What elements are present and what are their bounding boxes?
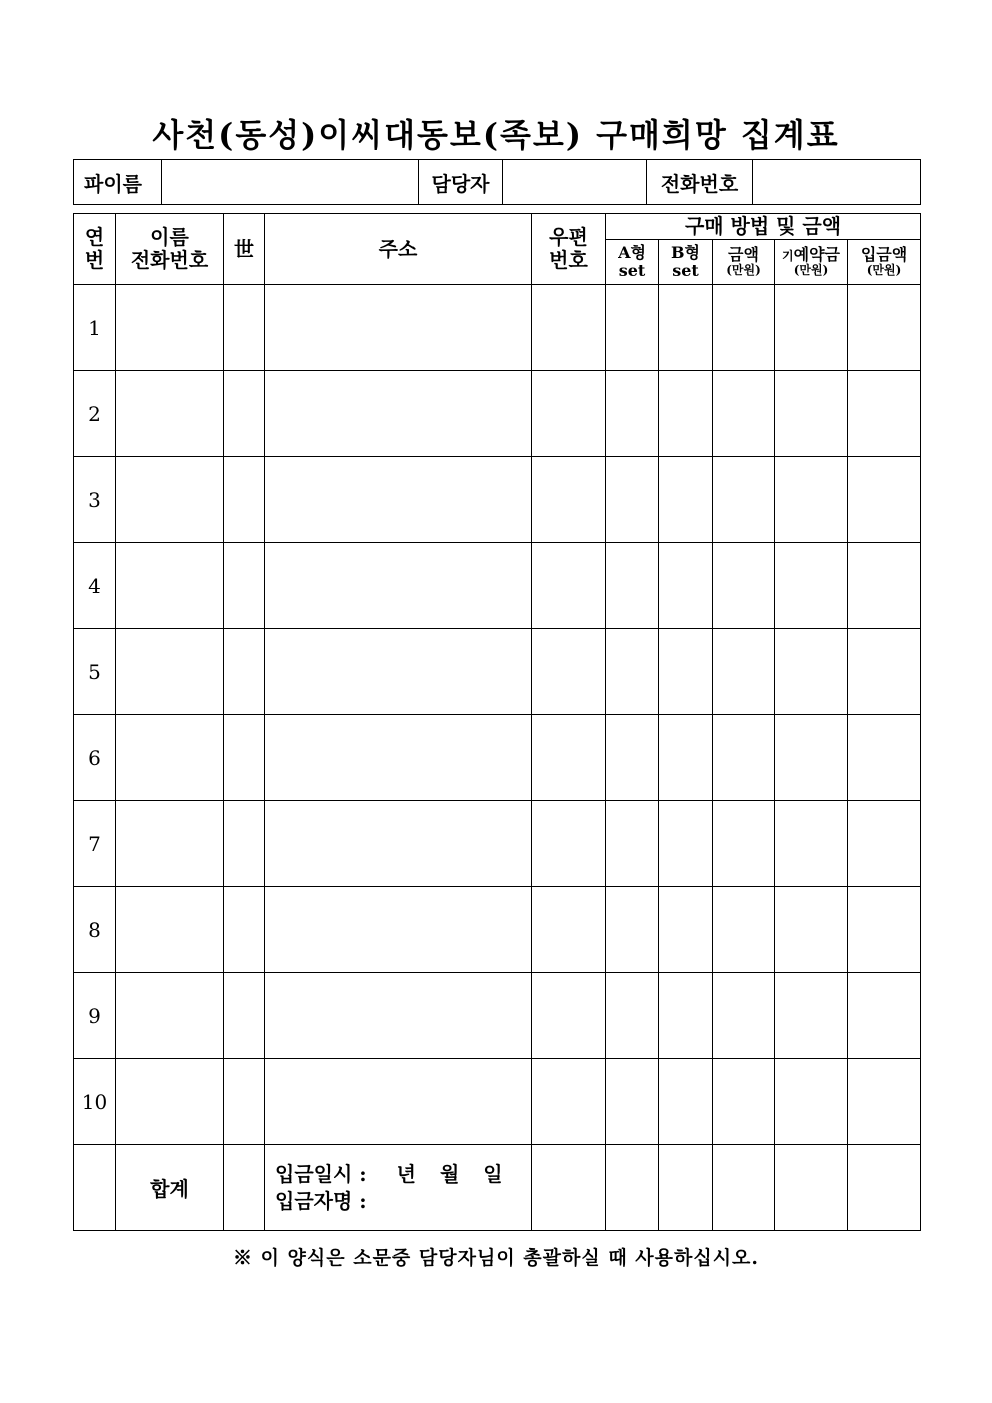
header-info-table [73,159,921,205]
amount-cell[interactable] [713,887,775,973]
amount-cell[interactable] [713,457,775,543]
col-header-type-a [606,240,659,285]
amount-cell[interactable] [713,629,775,715]
summary-type-b-cell[interactable] [659,1145,713,1231]
col-header-deposit-label: 예약금 [793,244,840,264]
manager-field[interactable] [503,160,647,205]
summary-deposit-info [265,1145,532,1231]
address-cell[interactable] [265,629,532,715]
col-header-postal-line2: 번호 [549,248,588,272]
col-header-no-line2: 번 [84,248,105,272]
col-header-type-b [659,240,713,285]
generation-cell[interactable] [224,801,265,887]
paid-cell[interactable] [848,371,921,457]
type-b-cell[interactable] [659,715,713,801]
table-row [74,973,921,1059]
type-a-cell[interactable] [606,371,659,457]
col-header-purchase-group: 구매 방법 및 금액 [606,214,921,240]
table-row [74,715,921,801]
col-header-name-line1: 이름 [150,225,189,249]
manager-label: 담당자 [419,160,503,205]
summary-generation-cell [224,1145,265,1231]
type-b-cell[interactable] [659,973,713,1059]
type-b-cell[interactable] [659,801,713,887]
col-header-no-line1: 연 [84,225,105,249]
generation-cell[interactable] [224,1059,265,1145]
address-cell[interactable] [265,457,532,543]
row-number: 9 [74,973,116,1059]
col-header-amount [713,240,775,285]
type-b-cell[interactable] [659,457,713,543]
deposit-year-label: 년 [396,1161,416,1186]
row-number: 5 [74,629,116,715]
summary-paid-cell[interactable] [848,1145,921,1231]
address-cell[interactable] [265,285,532,371]
name-phone-cell[interactable] [116,543,224,629]
summary-label: 합계 [116,1145,224,1231]
col-header-address: 주소 [265,214,532,285]
deposit-cell[interactable] [775,457,848,543]
row-number: 4 [74,543,116,629]
type-a-cell[interactable] [606,715,659,801]
address-cell[interactable] [265,371,532,457]
deposit-cell[interactable] [775,1059,848,1145]
col-header-type-a-line1: A형 [618,242,646,262]
row-number: 2 [74,371,116,457]
amount-cell[interactable] [713,285,775,371]
row-number: 6 [74,715,116,801]
col-header-deposit-unit: (만원) [793,263,829,278]
type-a-cell[interactable] [606,801,659,887]
amount-cell[interactable] [713,543,775,629]
paid-cell[interactable] [848,887,921,973]
col-header-no [74,214,116,285]
col-header-type-b-line2: set [672,261,699,280]
deposit-cell[interactable] [775,715,848,801]
amount-cell[interactable] [713,371,775,457]
row-number: 3 [74,457,116,543]
address-cell[interactable] [265,715,532,801]
type-a-cell[interactable] [606,285,659,371]
paid-cell[interactable] [848,543,921,629]
table-row [74,543,921,629]
postal-cell[interactable] [532,543,606,629]
col-header-name-line2: 전화번호 [130,248,209,272]
row-number: 7 [74,801,116,887]
table-row [74,887,921,973]
deposit-cell[interactable] [775,371,848,457]
table-row [74,285,921,371]
amount-cell[interactable] [713,715,775,801]
type-a-cell[interactable] [606,457,659,543]
col-header-amount-unit: (만원) [726,263,761,278]
deposit-cell[interactable] [775,543,848,629]
generation-cell[interactable] [224,715,265,801]
clan-name-label: 파이름 [74,160,162,205]
row-number: 8 [74,887,116,973]
generation-cell[interactable] [224,285,265,371]
col-header-postal-line1: 우편 [549,225,588,249]
type-a-cell[interactable] [606,629,659,715]
type-b-cell[interactable] [659,285,713,371]
depositor-name-label: 입금자명 : [275,1188,367,1213]
table-row [74,801,921,887]
generation-cell[interactable] [224,457,265,543]
col-header-deposit [775,240,848,285]
deposit-cell[interactable] [775,285,848,371]
table-row [74,1059,921,1145]
paid-cell[interactable] [848,973,921,1059]
deposit-cell[interactable] [775,801,848,887]
type-b-cell[interactable] [659,543,713,629]
address-cell[interactable] [265,543,532,629]
name-phone-cell[interactable] [116,973,224,1059]
phone-label: 전화번호 [647,160,753,205]
type-b-cell[interactable] [659,887,713,973]
paid-cell[interactable] [848,629,921,715]
generation-cell[interactable] [224,371,265,457]
postal-cell[interactable] [532,1059,606,1145]
summary-postal-cell [532,1145,606,1231]
postal-cell[interactable] [532,629,606,715]
generation-cell[interactable] [224,887,265,973]
name-phone-cell[interactable] [116,715,224,801]
col-header-paid-label: 입금액 [860,244,908,264]
paid-cell[interactable] [848,715,921,801]
deposit-day-label: 일 [483,1161,503,1186]
type-a-cell[interactable] [606,543,659,629]
address-cell[interactable] [265,801,532,887]
name-phone-cell[interactable] [116,285,224,371]
name-phone-cell[interactable] [116,371,224,457]
col-header-type-b-line1: B형 [671,242,700,262]
address-cell[interactable] [265,887,532,973]
amount-cell[interactable] [713,1059,775,1145]
summary-no-cell [74,1145,116,1231]
name-phone-cell[interactable] [116,887,224,973]
name-phone-cell[interactable] [116,457,224,543]
address-cell[interactable] [265,973,532,1059]
col-header-paid [848,240,921,285]
form-title: 사천(동성)이씨대동보(족보) 구매희망 집계표 [152,116,840,154]
usage-note: ※ 이 양식은 소문중 담당자님이 총괄하실 때 사용하십시오. [232,1247,760,1269]
name-phone-cell[interactable] [116,1059,224,1145]
row-number: 1 [74,285,116,371]
summary-type-a-cell[interactable] [606,1145,659,1231]
type-a-cell[interactable] [606,973,659,1059]
col-header-name [116,214,224,285]
postal-cell[interactable] [532,973,606,1059]
deposit-month-label: 월 [439,1161,460,1186]
summary-row [74,1145,921,1231]
type-a-cell[interactable] [606,887,659,973]
summary-deposit-cell[interactable] [775,1145,848,1231]
type-b-cell[interactable] [659,629,713,715]
col-header-paid-unit: (만원) [866,263,902,278]
col-header-postal [532,214,606,285]
postal-cell[interactable] [532,887,606,973]
col-header-deposit-prefix: 기 [782,248,794,263]
table-row [74,629,921,715]
deposit-cell[interactable] [775,887,848,973]
col-header-amount-label: 금액 [728,244,759,264]
generation-cell[interactable] [224,973,265,1059]
table-row [74,371,921,457]
amount-cell[interactable] [713,801,775,887]
clan-name-field[interactable] [162,160,419,205]
postal-cell[interactable] [532,801,606,887]
row-number: 10 [74,1059,116,1145]
postal-cell[interactable] [532,285,606,371]
type-a-cell[interactable] [606,1059,659,1145]
paid-cell[interactable] [848,801,921,887]
postal-cell[interactable] [532,371,606,457]
postal-cell[interactable] [532,715,606,801]
amount-cell[interactable] [713,973,775,1059]
name-phone-cell[interactable] [116,801,224,887]
generation-cell[interactable] [224,543,265,629]
type-b-cell[interactable] [659,371,713,457]
postal-cell[interactable] [532,457,606,543]
col-header-type-a-line2: set [618,261,646,280]
phone-field[interactable] [753,160,921,205]
name-phone-cell[interactable] [116,629,224,715]
address-cell[interactable] [265,1059,532,1145]
summary-amount-cell[interactable] [713,1145,775,1231]
deposit-date-label: 입금일시 : [275,1161,367,1186]
table-rows [74,285,921,1145]
col-header-generation: 世 [224,214,265,285]
type-b-cell[interactable] [659,1059,713,1145]
deposit-cell[interactable] [775,973,848,1059]
order-table [73,213,921,1231]
paid-cell[interactable] [848,1059,921,1145]
table-row [74,457,921,543]
paid-cell[interactable] [848,285,921,371]
deposit-cell[interactable] [775,629,848,715]
paid-cell[interactable] [848,457,921,543]
generation-cell[interactable] [224,629,265,715]
